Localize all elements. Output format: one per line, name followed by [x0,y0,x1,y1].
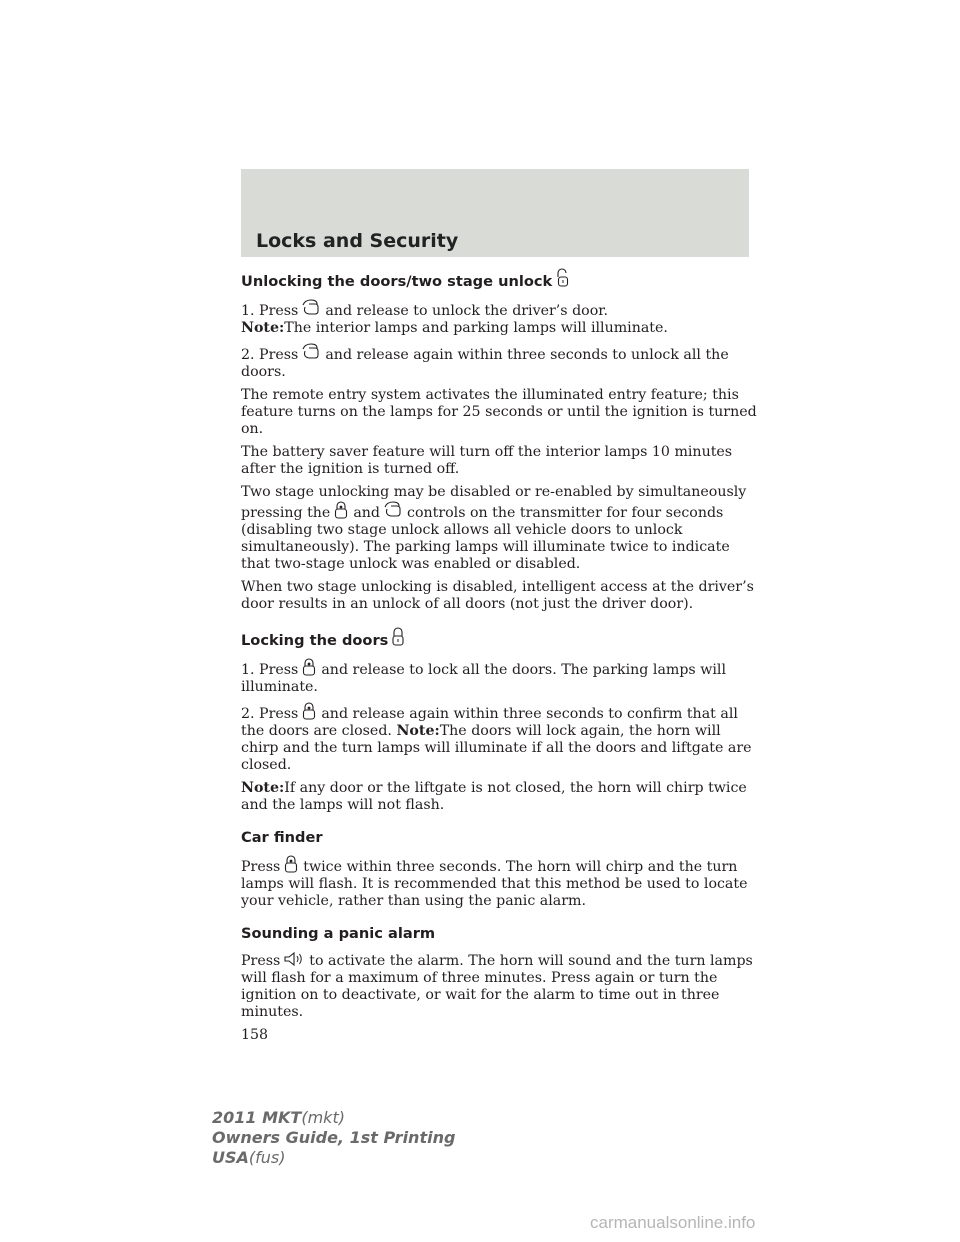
note-label: Note: [396,723,440,739]
heading-car-finder: Car finder [241,829,323,846]
paragraph-text: twice within three seconds. The horn will chirp and the turn lamps will flash. It is recommended that this method be used to locate your vehicle, rather than using the panic alarm. [241,859,748,909]
step-prefix: Press [241,859,281,875]
page-number: 158 [241,1027,269,1043]
note-text: The interior lamps and parking lamps will illuminate. [284,320,668,336]
lock-icon [391,627,405,647]
paragraph-intelligent-access: When two stage unlocking is disabled, intelligent access at the driver’s door results in an unlock of all doors (not just the driver door). [241,579,754,612]
car-finder-paragraph [241,855,761,910]
unlock-step-1 [241,299,761,337]
paragraph-text: Two stage unlocking may be disabled or re-enabled by simultaneously pressing the [241,484,747,521]
lock-step-2 [241,702,761,774]
step-prefix: 2. Press [241,706,299,722]
step-text: and release to lock all the doors. The parking lamps will illuminate. [241,662,726,695]
section-header-band [241,169,749,257]
step-text: and release again within three seconds to unlock all the doors. [241,347,729,380]
step-prefix: 2. Press [241,347,299,363]
paragraph-two-stage-toggle [241,484,761,573]
heading-locking-text: Locking the doors [241,632,389,649]
heading-locking [241,627,761,650]
watermark-link[interactable]: carmanualsonline.info [590,1213,756,1232]
lock-icon [283,855,299,873]
note-label: Note: [241,780,285,796]
lock-icon [333,501,349,519]
footer-line-3 [212,1148,455,1168]
step-prefix: Press [241,953,281,969]
step-text: and release to unlock the driver’s door. [325,303,608,319]
paragraph-text: controls on the transmitter for four seconds (disabling two stage unlock allows all vehicle doors to unlock simultaneously). The parking lamps will illuminate twice to indicate that two-stage unlock was enabled or disabled. [241,505,730,572]
footer-model-code: (mkt) [301,1108,345,1127]
footer-market-code: (fus) [248,1148,286,1167]
footer-market: USA [212,1148,249,1167]
unlock-icon [555,268,571,288]
footer-line-2: Owners Guide, 1st Printing [212,1128,456,1147]
step-prefix: 1. Press [241,303,299,319]
paragraph-illuminated-entry: The remote entry system activates the illuminated entry feature; this feature turns on the lamps for 25 seconds or until the ignition is turned on. [241,387,757,437]
unlock-icon [301,299,321,317]
unlock-icon [301,343,321,361]
heading-unlocking [241,268,761,291]
horn-panic-icon [283,951,305,967]
lock-note [241,780,761,814]
lock-step-1 [241,658,761,696]
paragraph-text: and [353,505,381,521]
note-text: If any door or the liftgate is not closed, the horn will chirp twice and the lamps will not flash. [241,780,747,813]
step-prefix: 1. Press [241,662,299,678]
step-text: and release again within three seconds to confirm that all the doors are closed. [241,706,738,739]
heading-unlocking-text: Unlocking the doors/two stage unlock [241,273,553,290]
paragraph-battery-saver: The battery saver feature will turn off the interior lamps 10 minutes after the ignition is turned off. [241,444,733,477]
heading-panic-alarm: Sounding a panic alarm [241,925,436,942]
unlock-step-2 [241,343,761,381]
footer-model: 2011 MKT [212,1108,302,1127]
lock-icon [301,702,317,720]
footer-line-1 [212,1108,455,1128]
lock-icon [301,658,317,676]
note-text: The doors will lock again, the horn will chirp and the turn lamps will illuminate if all the doors and liftgate are closed. [241,723,752,773]
print-footer [212,1108,455,1168]
panic-alarm-paragraph [241,951,761,1021]
page-content [241,268,761,1044]
paragraph-text: to activate the alarm. The horn will sound and the turn lamps will flash for a maximum of three minutes. Press again or turn the ignition on to deactivate, or wait for the alarm to time out in three minutes. [241,953,753,1020]
note-label: Note: [241,320,285,336]
section-title: Locks and Security [256,230,459,252]
unlock-icon [383,501,403,519]
